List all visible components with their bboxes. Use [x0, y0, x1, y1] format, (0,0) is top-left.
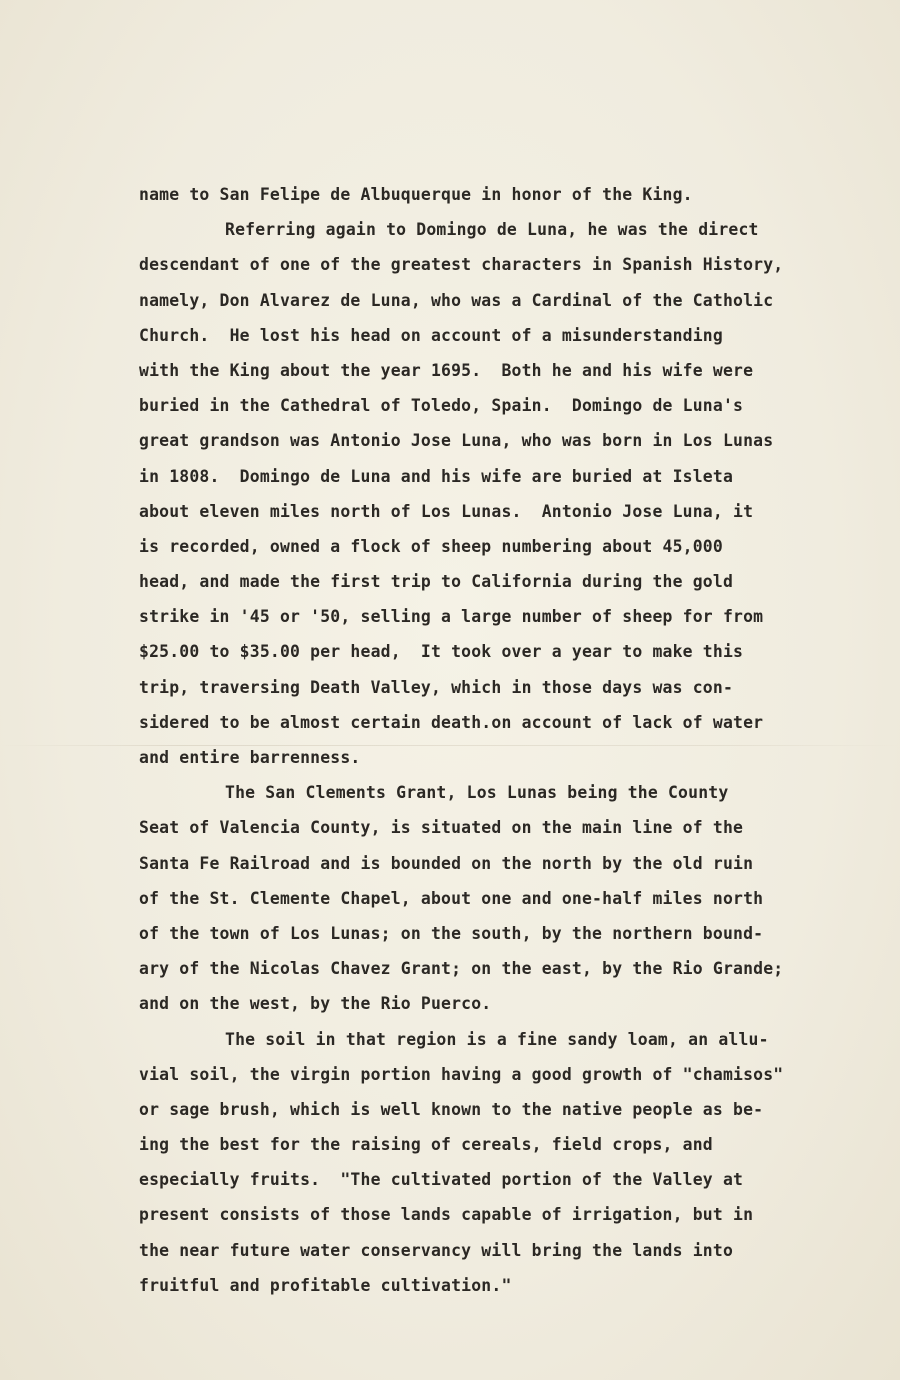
text-line: name to San Felipe de Albuquerque in honor of the King.	[139, 185, 693, 204]
text-line: of the town of Los Lunas; on the south, by the northern bound-	[139, 923, 764, 943]
text-line: Santa Fe Railroad and is bounded on the north by the old ruin	[139, 853, 754, 873]
text-line: ing the best for the raising of cereals, field crops, and	[139, 1135, 713, 1155]
text-line: Church. He lost his head on account of a misunderstanding	[139, 325, 723, 345]
text-line: the near future water conservancy will bring the lands into	[139, 1240, 734, 1260]
text-line: and on the west, by the Rio Puerco.	[139, 994, 492, 1014]
text-line: ary of the Nicolas Chavez Grant; on the east, by the Rio Grande;	[139, 959, 784, 979]
typed-text-body	[139, 183, 839, 1309]
text-line: or sage brush, which is well known to the native people as be-	[139, 1099, 764, 1119]
text-line: Seat of Valencia County, is situated on the main line of the	[139, 818, 744, 838]
text-line: with the King about the year 1695. Both he and his wife were	[139, 360, 754, 380]
text-line: $25.00 to $35.00 per head, It took over a year to make this	[139, 642, 744, 662]
text-line: present consists of those lands capable of irrigation, but in	[139, 1205, 754, 1225]
text-line: is recorded, owned a flock of sheep numbering about 45,000	[139, 536, 723, 556]
text-line: The San Clements Grant, Los Lunas being the County	[225, 783, 729, 803]
text-line: especially fruits. "The cultivated portion of the Valley at	[139, 1170, 744, 1190]
text-line: sidered to be almost certain death.on account of lack of water	[139, 712, 764, 732]
text-line: and entire barrenness.	[139, 748, 361, 767]
text-line: vial soil, the virgin portion having a good growth of "chamisos"	[139, 1064, 784, 1084]
text-line: in 1808. Domingo de Luna and his wife are buried at Isleta	[139, 466, 734, 486]
paragraph-4	[139, 1028, 839, 1310]
text-line: fruitful and profitable cultivation."	[139, 1275, 512, 1295]
paragraph-2	[139, 218, 839, 781]
text-line: head, and made the first trip to California during the gold	[139, 572, 734, 592]
text-line: Referring again to Domingo de Luna, he was the direct	[225, 220, 759, 240]
paragraph-1	[139, 183, 839, 218]
text-line: about eleven miles north of Los Lunas. Antonio Jose Luna, it	[139, 501, 754, 521]
text-line: The soil in that region is a fine sandy loam, an allu-	[225, 1029, 769, 1049]
text-line: trip, traversing Death Valley, which in those days was con-	[139, 677, 734, 697]
text-line: buried in the Cathedral of Toledo, Spain. Domingo de Luna's	[139, 396, 744, 416]
text-line: great grandson was Antonio Jose Luna, who was born in Los Lunas	[139, 431, 774, 451]
text-line: descendant of one of the greatest characters in Spanish History,	[139, 255, 784, 275]
text-line: namely, Don Alvarez de Luna, who was a Cardinal of the Catholic	[139, 290, 774, 310]
text-line: of the St. Clemente Chapel, about one and one-half miles north	[139, 888, 764, 908]
text-line: strike in '45 or '50, selling a large number of sheep for from	[139, 607, 764, 627]
paragraph-3	[139, 781, 839, 1027]
